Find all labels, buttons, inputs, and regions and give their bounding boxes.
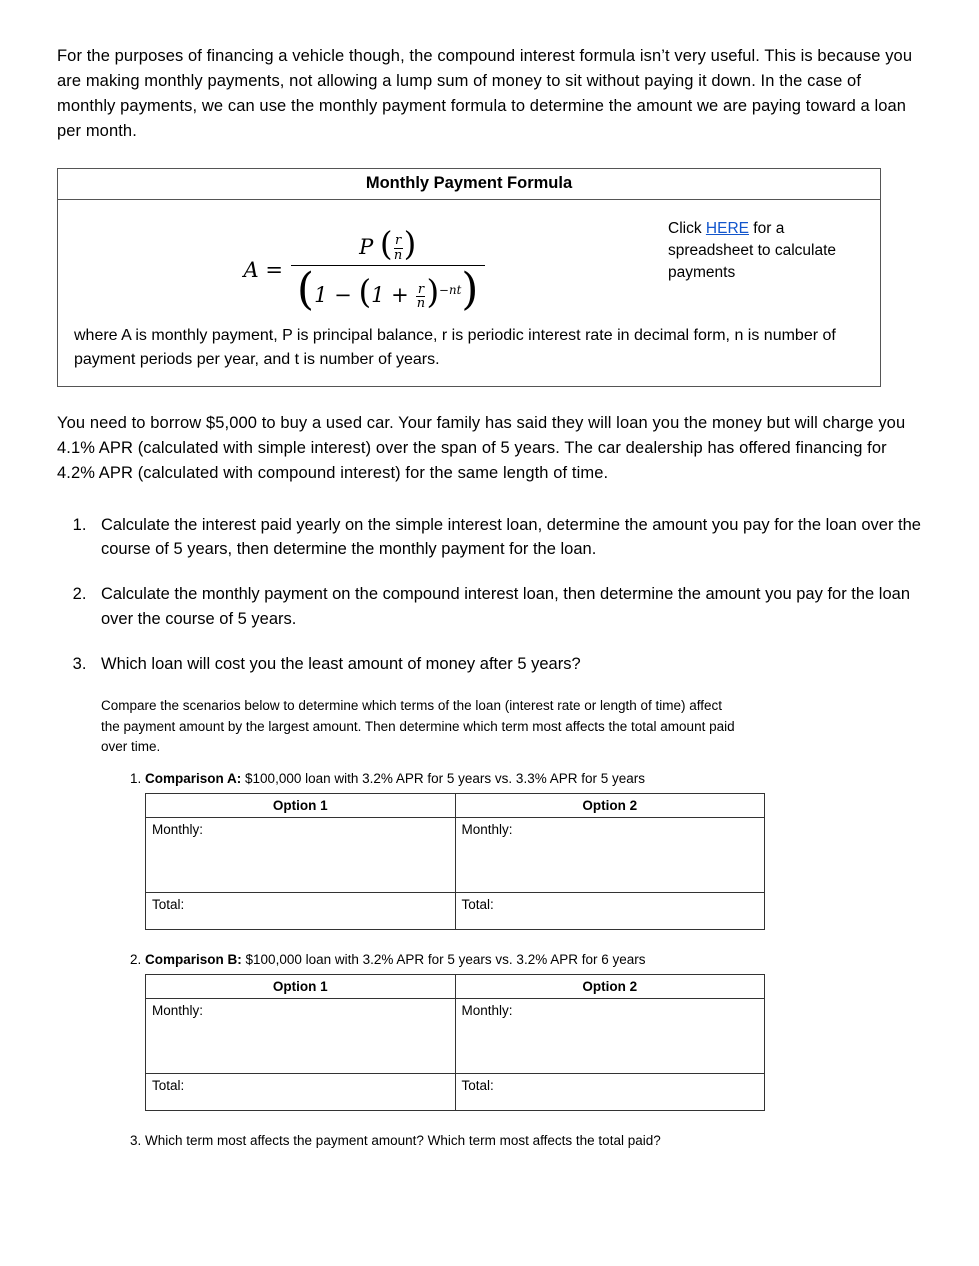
column-header: Option 2 bbox=[455, 794, 765, 818]
table-row bbox=[146, 818, 765, 893]
comparison-list bbox=[125, 771, 922, 1148]
formula-equation: A = P ( $\frac{r}{n}$ ) (1 − (1 + $\frac{r}{n}$ )$^{-nt}$) bbox=[70, 210, 658, 316]
scenario-paragraph: You need to borrow $5,000 to buy a used car. Your family has said they will loan you the money but will charge you 4.1% APR (calculated with simple interest) over the span of 5 years. The car dealership has offered financing for 4.2% APR (calculated with compound interest) for the same length of time. bbox=[57, 414, 906, 483]
total-cell[interactable]: Total: bbox=[146, 893, 456, 930]
monthly-cell[interactable]: Monthly: bbox=[455, 818, 765, 893]
spreadsheet-link[interactable]: HERE bbox=[705, 220, 749, 238]
comparison-label: Comparison A: bbox=[145, 771, 242, 787]
monthly-cell[interactable]: Monthly: bbox=[455, 999, 765, 1074]
column-header: Option 1 bbox=[146, 975, 456, 999]
total-cell[interactable]: Total: bbox=[455, 1074, 765, 1111]
table-header-row bbox=[146, 794, 765, 818]
monthly-cell[interactable]: Monthly: bbox=[146, 999, 456, 1074]
note-prefix: Click bbox=[668, 220, 702, 238]
final-question-item: 3. Which term most affects the payment amount? Which term most affects the total paid? bbox=[145, 1133, 922, 1148]
table-row bbox=[146, 893, 765, 930]
table-row bbox=[146, 999, 765, 1074]
question-item: 3. Which loan will cost you the least amount of money after 5 years? bbox=[91, 652, 922, 677]
comparison-description: $100,000 loan with 3.2% APR for 5 years vs. 3.2% APR for 6 years bbox=[245, 952, 646, 968]
question-item: 2. Calculate the monthly payment on the compound interest loan, then determine the amount you pay for the loan over the course of 5 years. bbox=[91, 582, 922, 632]
total-cell[interactable]: Total: bbox=[146, 1074, 456, 1111]
comparison-item bbox=[145, 771, 922, 930]
comparison-item bbox=[145, 952, 922, 1111]
formula-body bbox=[58, 200, 880, 386]
note-suffix: for a spreadsheet to calculate payments bbox=[668, 220, 837, 282]
column-header: Option 2 bbox=[455, 975, 765, 999]
table-header-row bbox=[146, 975, 765, 999]
spreadsheet-link-note bbox=[658, 210, 868, 284]
sub-instructions: Compare the scenarios below to determine which terms of the loan (interest rate or length of time) affect the payment amount by the largest amount. Then determine which term most affects the total amount paid over time. bbox=[101, 698, 735, 754]
monthly-payment-formula-box bbox=[57, 168, 881, 387]
table-row bbox=[146, 1074, 765, 1111]
question-item: 1. Calculate the interest paid yearly on the simple interest loan, determine the amount you pay for the loan over the course of 5 years, then determine the monthly payment for the loan. bbox=[91, 513, 922, 563]
column-header: Option 1 bbox=[146, 794, 456, 818]
comparison-b-table bbox=[145, 974, 765, 1111]
comparison-description: $100,000 loan with 3.2% APR for 5 years vs. 3.3% APR for 5 years bbox=[245, 771, 645, 787]
formula-title: Monthly Payment Formula bbox=[58, 169, 880, 200]
comparison-label: Comparison B: bbox=[145, 952, 242, 968]
monthly-cell[interactable]: Monthly: bbox=[146, 818, 456, 893]
comparison-a-table bbox=[145, 793, 765, 930]
total-cell[interactable]: Total: bbox=[455, 893, 765, 930]
intro-paragraph: For the purposes of financing a vehicle though, the compound interest formula isn’t very useful. This is because you are making monthly payments, not allowing a lump sum of money to sit without paying it down. In the case of monthly payments, we can use the monthly payment formula to determine the amount we are paying toward a loan per month. bbox=[57, 47, 913, 141]
main-question-list bbox=[57, 513, 922, 677]
formula-variable-definitions: where A is monthly payment, P is principal balance, r is periodic interest rate in decimal form, n is number of payment periods per year, and t is number of years. bbox=[74, 327, 836, 369]
